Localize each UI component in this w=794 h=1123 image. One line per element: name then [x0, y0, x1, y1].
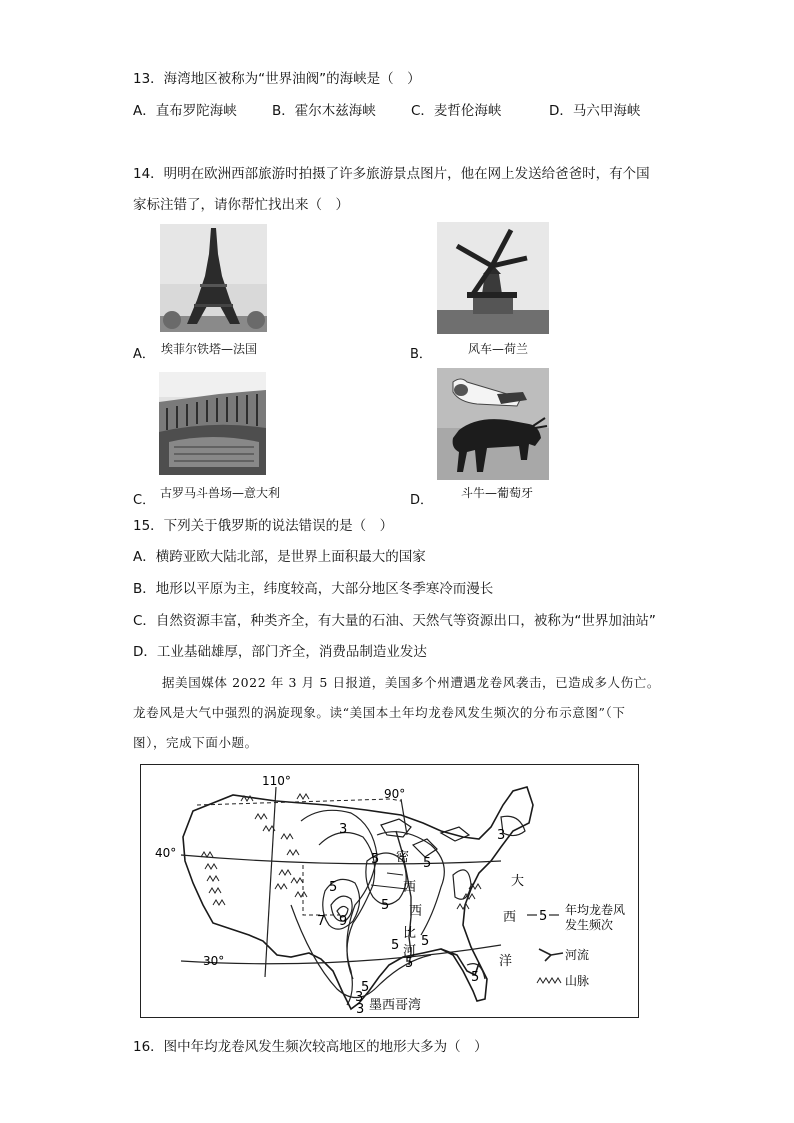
colosseum-photo	[159, 372, 266, 475]
isoline-value-12: 5	[405, 956, 414, 971]
gulf-label: 墨西哥湾	[369, 998, 422, 1013]
isoline-value-14: 5	[391, 938, 400, 953]
lon-90-label: 90°	[384, 787, 406, 801]
q14-stem-line1: 14．明明在欧洲西部旅游时拍摄了许多旅游景点图片，他在网上发送给爸爸时，有个国	[133, 166, 650, 182]
q13-option-c: C．麦哲伦海峡	[411, 103, 502, 119]
ocean-char-3: 洋	[499, 954, 513, 969]
isoline-value-4: 7	[317, 914, 326, 929]
passage-line2: 龙卷风是大气中强烈的涡旋现象。读“美国本土年均龙卷风发生频次的分布示意图”（下	[133, 705, 626, 720]
bullfight-photo	[437, 368, 549, 480]
river-char-2: 西	[403, 880, 417, 895]
q14-option-d-caption: 斗牛—葡萄牙	[461, 486, 534, 500]
q14-stem-line2: 家标注错了，请你帮忙找出来（ ）	[133, 197, 349, 213]
isoline-value-3: 5	[329, 880, 338, 895]
q15-option-b: B．地形以平原为主，纬度较高，大部分地区冬季寒冷而漫长	[133, 581, 494, 597]
isoline-value-7: 5	[423, 856, 432, 871]
lon-110-label: 110°	[262, 774, 291, 788]
isoline-value-1: 3	[339, 822, 348, 837]
eiffel-tower-photo	[160, 224, 267, 332]
isoline-value-9: 5	[421, 934, 430, 949]
q15-option-a: A．横跨亚欧大陆北部，是世界上面积最大的国家	[133, 549, 426, 565]
legend-isoline-label-2: 发生频次	[565, 918, 614, 932]
ocean-char-2: 西	[503, 910, 517, 925]
q14-option-c-letter: C．	[133, 493, 156, 508]
q15-option-c: C．自然资源丰富，种类齐全，有大量的石油、天然气等资源出口，被称为“世界加油站”	[133, 613, 656, 629]
q14-option-a-letter: A．	[133, 347, 155, 362]
q13-option-a: A．直布罗陀海峡	[133, 103, 237, 119]
q14-option-d-letter: D．	[410, 493, 434, 508]
passage-line3: 图），完成下面小题。	[133, 735, 258, 750]
us-outline	[183, 787, 533, 1009]
q14-option-a-caption: 埃菲尔铁塔—法国	[161, 342, 258, 356]
us-tornado-frequency-map	[140, 764, 639, 1018]
map-legend	[527, 902, 625, 988]
legend-mountain-label: 山脉	[565, 974, 590, 988]
isoline-value-5: 9	[339, 914, 348, 929]
river-char-5: 河	[403, 944, 417, 959]
q14-option-b-caption: 风车—荷兰	[468, 342, 529, 356]
mountain-legend-icon	[537, 978, 561, 983]
q16-stem: 16．图中年均龙卷风发生频次较高地区的地形大多为（ ）	[133, 1039, 488, 1055]
q15-option-d: D．工业基础雄厚，部门齐全，消费品制造业发达	[133, 644, 427, 660]
passage-line1: 据美国媒体 2022 年 3 月 5 日报道，美国多个州遭遇龙卷风袭击，已造成多人伤亡。	[162, 675, 660, 690]
isoline-value-11: 5	[361, 980, 370, 995]
river-char-3: 西	[409, 904, 423, 919]
isoline-value-15: 3	[356, 1002, 365, 1017]
q13-option-d: D．马六甲海峡	[549, 103, 641, 119]
river-char-1: 密	[396, 850, 410, 865]
legend-river-label: 河流	[565, 948, 590, 962]
legend-isoline-label-1: 年均龙卷风	[565, 903, 626, 917]
isoline-value-13: 5	[471, 970, 480, 985]
q14-option-c-caption: 古罗马斗兽场—意大利	[160, 486, 281, 500]
q15-stem: 15．下列关于俄罗斯的说法错误的是（ ）	[133, 518, 394, 534]
q14-option-b-letter: B．	[410, 347, 432, 362]
isoline-value-8: 3	[497, 828, 506, 843]
isoline-value-2: 5	[371, 852, 380, 867]
windmill-photo	[437, 222, 549, 334]
ocean-char-1: 大	[511, 874, 525, 889]
river-legend-icon	[539, 949, 563, 961]
isoline-value-10: 3	[355, 990, 364, 1005]
river-char-4: 比	[403, 926, 417, 941]
lat-40-label: 40°	[155, 846, 177, 860]
q13-stem: 13．海湾地区被称为“世界油阀”的海峡是（ ）	[133, 71, 421, 87]
lat-30-label: 30°	[203, 954, 225, 968]
isoline-value-6: 5	[381, 898, 390, 913]
q13-option-b: B．霍尔木兹海峡	[272, 103, 376, 119]
legend-isoline-value: 5	[539, 909, 548, 924]
